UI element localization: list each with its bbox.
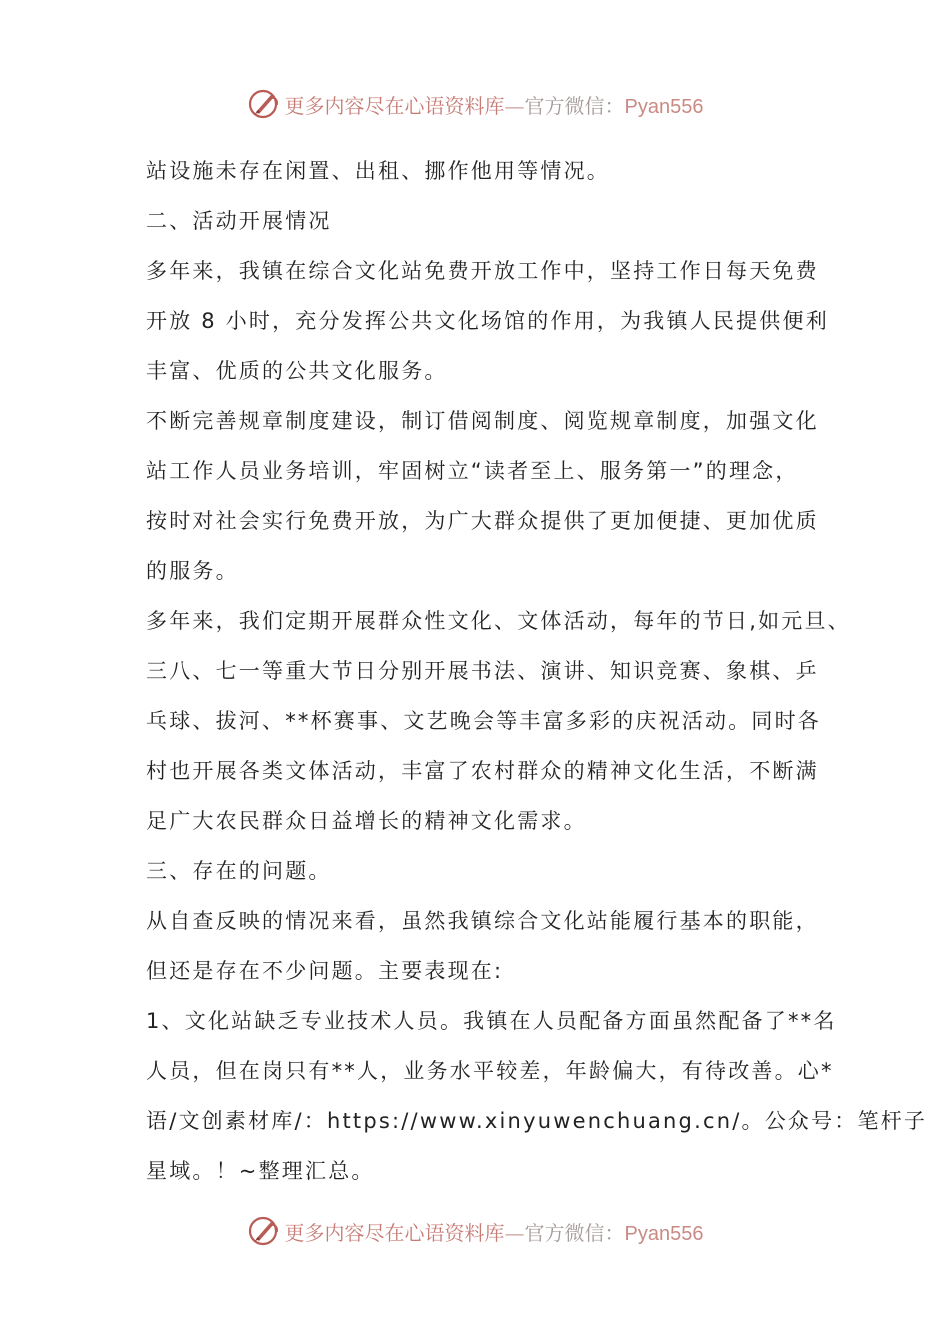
text-line: 1、文化站缺乏专业技术人员。我镇在人员配备方面虽然配备了**名 (146, 1009, 837, 1033)
text-line: 从自查反映的情况来看，虽然我镇综合文化站能履行基本的职能， (146, 909, 819, 933)
text-line: 语/文创素材库/：https://www.xinyuwenchuang.cn/。公众号：笔杆子 (146, 1109, 928, 1133)
watermark-brand: 更多内容尽在心语资料库 (284, 1220, 505, 1245)
watermark-separator: — (504, 1220, 525, 1245)
text-line: 的服务。 (146, 559, 239, 583)
section-heading: 二、活动开展情况 (146, 209, 332, 233)
text-line: 但还是存在不少问题。主要表现在: (146, 959, 504, 983)
document-body (146, 146, 928, 1196)
watermark-text (285, 90, 704, 119)
text-line: 乓球、拔河、**杯赛事、文艺晚会等丰富多彩的庆祝活动。同时各 (146, 709, 821, 733)
text-line: 站设施未存在闲置、出租、挪作他用等情况。 (146, 159, 610, 183)
watermark-brand: 更多内容尽在心语资料库 (284, 93, 505, 118)
text-line: 三八、七一等重大节日分别开展书法、演讲、知识竞赛、象棋、乒 (146, 659, 819, 683)
watermark-separator: — (504, 93, 525, 118)
quill-logo-icon (247, 87, 281, 121)
section-heading: 三、存在的问题。 (146, 859, 332, 883)
text-line: 足广大农民群众日益增长的精神文化需求。 (146, 809, 587, 833)
text-line: 按时对社会实行免费开放，为广大群众提供了更加便捷、更加优质 (146, 509, 819, 533)
text-line: 开放 8 小时，充分发挥公共文化场馆的作用，为我镇人民提供便利 (146, 309, 829, 333)
header-watermark (0, 84, 950, 124)
text-line: 不断完善规章制度建设，制订借阅制度、阅览规章制度，加强文化 (146, 409, 819, 433)
text-line: 村也开展各类文体活动，丰富了农村群众的精神文化生活，不断满 (146, 759, 819, 783)
watermark-label: 官方微信： (524, 93, 625, 118)
text-line: 多年来，我们定期开展群众性文化、文体活动，每年的节日,如元旦、 (146, 609, 851, 633)
watermark-id: Pyan556 (624, 95, 704, 118)
text-line: 星域。！~整理汇总。 (146, 1159, 375, 1183)
footer-watermark (0, 1211, 950, 1251)
text-line: 多年来，我镇在综合文化站免费开放工作中，坚持工作日每天免费 (146, 259, 819, 283)
text-line: 丰富、优质的公共文化服务。 (146, 359, 448, 383)
watermark-id: Pyan556 (624, 1222, 704, 1245)
quill-logo-icon (247, 1214, 281, 1248)
text-line: 站工作人员业务培训，牢固树立“读者至上、服务第一”的理念， (146, 459, 799, 483)
watermark-label: 官方微信： (524, 1220, 625, 1245)
text-line: 人员，但在岗只有**人，业务水平较差，年龄偏大，有待改善。心* (146, 1059, 834, 1083)
watermark-text (285, 1217, 704, 1246)
